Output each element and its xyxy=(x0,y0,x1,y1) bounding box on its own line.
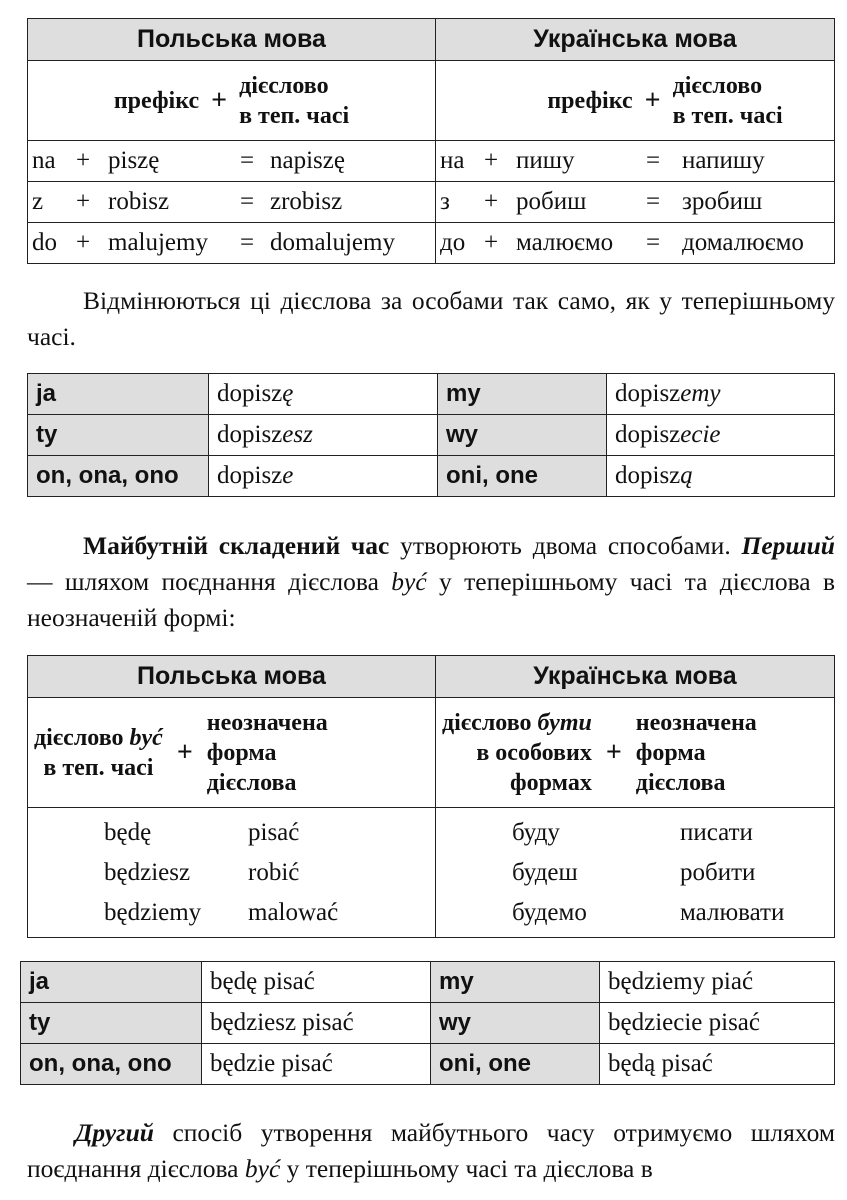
verb-cell: dopiszemy xyxy=(607,374,835,415)
pl-prefix: na xyxy=(32,147,56,174)
pronoun-cell: on, ona, ono xyxy=(28,456,209,497)
table-row xyxy=(28,456,835,497)
pl-result: domalujemy xyxy=(270,229,395,256)
ua-result: зробиш xyxy=(682,188,763,215)
verb-cell: dopiszą xyxy=(607,456,835,497)
ua-verb: малюємо xyxy=(516,229,614,256)
plus-sign: + xyxy=(484,229,499,256)
verb-label: дієслово xyxy=(239,72,329,99)
prefix-table xyxy=(27,18,835,264)
ua-verb: пишу xyxy=(516,147,575,174)
ua-prefix: на xyxy=(440,147,465,174)
pronoun-cell: ja xyxy=(21,962,202,1003)
conjugation-table-bede-pisac xyxy=(20,961,835,1085)
pl-result: zrobisz xyxy=(270,188,343,215)
verb-cell: dopisze xyxy=(209,456,438,497)
plus-sign: + xyxy=(211,84,228,116)
ukrainian-examples: буду писати будеш робити будемо малювати xyxy=(436,808,835,938)
verb-cell: dopiszesz xyxy=(209,415,438,456)
verb-cell: dopiszecie xyxy=(607,415,835,456)
table-row xyxy=(28,374,835,415)
equals-sign: = xyxy=(240,147,255,174)
polish-subheader: дієслово być в теп. часі + неозначена форма дієслова xyxy=(28,698,436,808)
ua-verb: робиш xyxy=(516,188,587,215)
pronoun-cell: my xyxy=(431,962,600,1003)
compound-future-table xyxy=(27,655,835,938)
tense-label: в теп. часі xyxy=(672,102,783,129)
ua-result: домалюємо xyxy=(682,229,804,256)
verb-cell: będą pisać xyxy=(600,1044,835,1085)
plus-sign: + xyxy=(484,147,499,174)
pronoun-cell: wy xyxy=(438,415,607,456)
pl-result: napiszę xyxy=(270,147,345,174)
equals-sign: = xyxy=(240,188,255,215)
tense-label: в теп. часі xyxy=(239,102,350,129)
pronoun-cell: ty xyxy=(21,1003,202,1044)
plus-sign: + xyxy=(76,188,91,215)
verb-cell: będziesz pisać xyxy=(202,1003,431,1044)
pronoun-cell: oni, one xyxy=(431,1044,600,1085)
table-row xyxy=(21,1003,835,1044)
pl-verb: piszę xyxy=(108,147,160,174)
polish-examples: będę pisać będziesz robić będziemy malować xyxy=(28,808,436,938)
ukrainian-header: Українська мова xyxy=(436,19,835,61)
ua-prefix: до xyxy=(440,229,466,256)
plus-sign: + xyxy=(176,736,193,768)
pl-verb: malujemy xyxy=(108,229,208,256)
polish-header: Польська мова xyxy=(28,656,436,698)
pronoun-cell: on, ona, ono xyxy=(21,1044,202,1085)
pronoun-cell: my xyxy=(438,374,607,415)
paragraph-second-method: Другий спосіб утворення майбутнього часу отримуємо шляхом поєднання дієслова być у теперішньому часі та дієслова в xyxy=(27,1118,835,1183)
verb-cell: będziemy piać xyxy=(600,962,835,1003)
pl-prefix: do xyxy=(32,229,57,256)
paragraph-compound-future: Майбутній складений час утворюють двома способами. Перший — шляхом поєднання дієслова być у теперішньому часі та дієслова в неозначеній формі: xyxy=(27,531,835,632)
equals-sign: = xyxy=(646,147,661,174)
ua-result: напишу xyxy=(682,147,765,174)
plus-sign: + xyxy=(605,736,622,768)
paragraph-conjugation-note: Відмінюються ці дієслова за особами так само, як у теперішньому часі. xyxy=(27,286,835,351)
pl-verb: robisz xyxy=(108,188,170,215)
pronoun-cell: ja xyxy=(28,374,209,415)
conjugation-table-dopisze xyxy=(27,373,835,497)
equals-sign: = xyxy=(240,229,255,256)
pronoun-cell: wy xyxy=(431,1003,600,1044)
verb-cell: dopiszę xyxy=(209,374,438,415)
equals-sign: = xyxy=(646,188,661,215)
table-row xyxy=(21,962,835,1003)
pronoun-cell: ty xyxy=(28,415,209,456)
equals-sign: = xyxy=(646,229,661,256)
table-row xyxy=(28,141,835,182)
plus-sign: + xyxy=(76,147,91,174)
verb-cell: będę pisać xyxy=(202,962,431,1003)
plus-sign: + xyxy=(76,229,91,256)
verb-label: дієслово xyxy=(672,72,763,99)
pronoun-cell: oni, one xyxy=(438,456,607,497)
ua-prefix: з xyxy=(440,188,450,215)
polish-subheader xyxy=(28,61,436,141)
ukrainian-subheader: дієслово бути в особових формах + неозначена форма дієслова xyxy=(436,698,835,808)
pl-prefix: z xyxy=(32,188,44,215)
prefix-label: префікс xyxy=(113,87,200,114)
polish-header: Польська мова xyxy=(28,19,436,61)
plus-sign: + xyxy=(644,84,661,116)
table-row xyxy=(28,223,835,264)
plus-sign: + xyxy=(484,188,499,215)
table-row xyxy=(21,1044,835,1085)
table-row xyxy=(28,415,835,456)
ukrainian-subheader xyxy=(436,61,835,141)
verb-cell: będziecie pisać xyxy=(600,1003,835,1044)
table-row xyxy=(28,182,835,223)
verb-cell: będzie pisać xyxy=(202,1044,431,1085)
prefix-label: префікс xyxy=(547,87,633,114)
ukrainian-header: Українська мова xyxy=(436,656,835,698)
